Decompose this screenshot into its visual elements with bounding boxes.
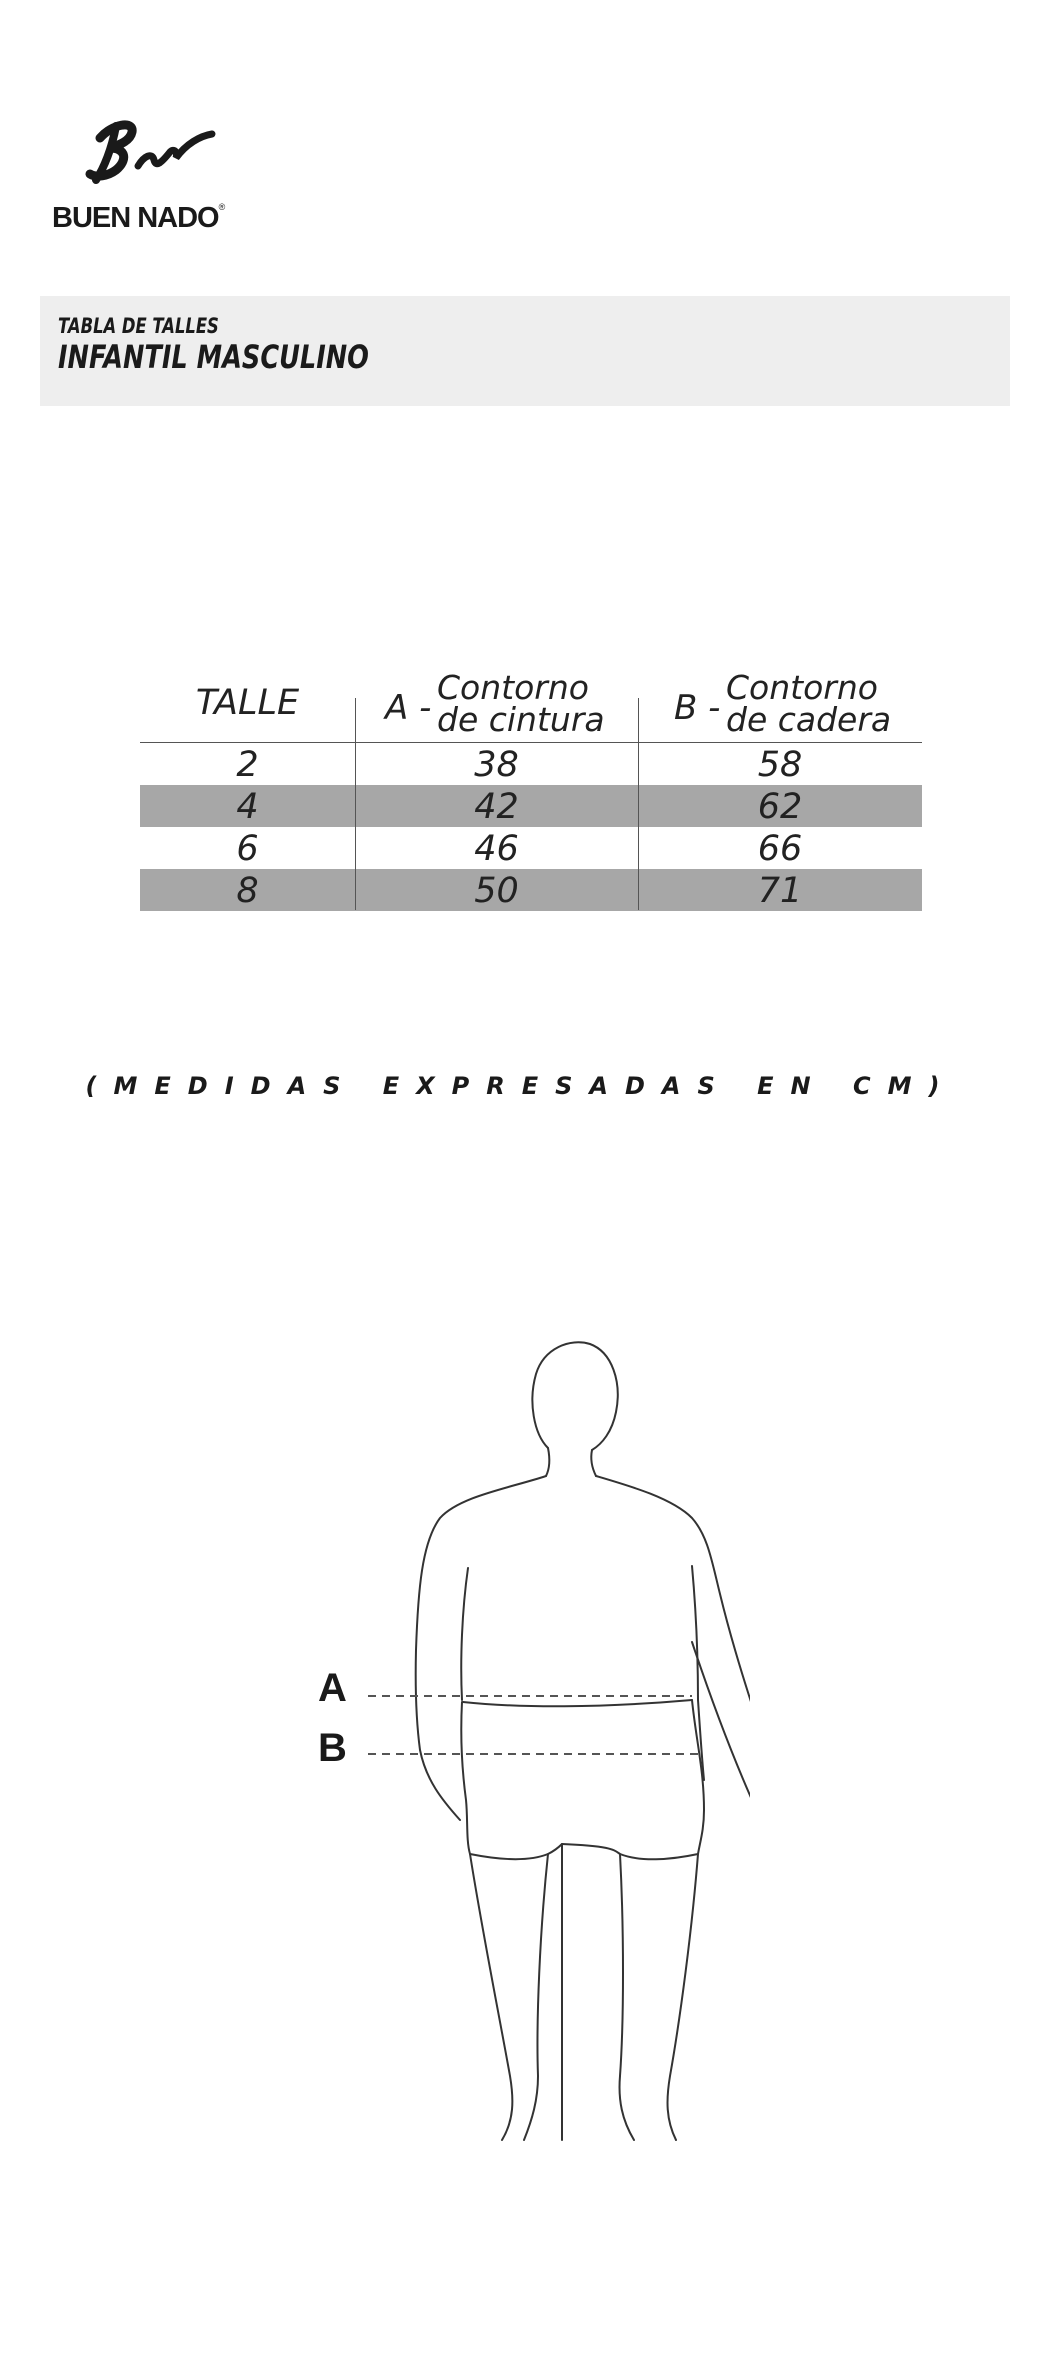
body-outline-icon (300, 1330, 750, 2150)
cell-talle: 8 (236, 871, 259, 911)
cell-talle: 2 (236, 745, 259, 785)
header-waist-line1: Contorno (437, 668, 589, 707)
table-header (140, 668, 922, 743)
size-table (140, 668, 922, 911)
cell-hip: 58 (757, 745, 803, 785)
cell-hip: 62 (757, 787, 803, 827)
units-note: (MEDIDAS EXPRESADAS EN CM) (85, 1072, 957, 1100)
table-row (140, 827, 922, 869)
header-hip-line1: Contorno (726, 668, 878, 707)
header-waist-letter: A - (385, 688, 432, 728)
brand-signature-icon (82, 118, 232, 198)
cell-waist: 38 (474, 745, 519, 785)
page-subtitle: TABLA DE TALLES (58, 314, 219, 338)
cell-talle: 4 (236, 787, 259, 827)
table-row (140, 869, 922, 911)
column-divider (638, 698, 639, 910)
marker-b: B (318, 1726, 347, 1770)
page-title: INFANTIL MASCULINO (58, 338, 369, 376)
body-measurement-figure (300, 1330, 750, 2150)
cell-hip: 66 (757, 829, 803, 869)
table-row (140, 743, 922, 785)
header-hip (638, 668, 922, 742)
header-talle: TALLE (195, 683, 300, 723)
cell-waist: 46 (474, 829, 519, 869)
cell-talle: 6 (236, 829, 259, 869)
brand-logo (52, 118, 242, 238)
cell-hip: 71 (757, 871, 803, 911)
header-waist (355, 668, 638, 742)
column-divider (355, 698, 356, 910)
header-hip-letter: B - (674, 688, 721, 728)
cell-waist: 50 (474, 871, 519, 911)
marker-a: A (318, 1666, 347, 1710)
brand-name: BUEN NADO® (52, 202, 225, 234)
table-row (140, 785, 922, 827)
header-waist-line2: de cintura (437, 700, 605, 739)
title-banner (40, 296, 1010, 406)
header-hip-line2: de cadera (726, 700, 892, 739)
cell-waist: 42 (474, 787, 519, 827)
